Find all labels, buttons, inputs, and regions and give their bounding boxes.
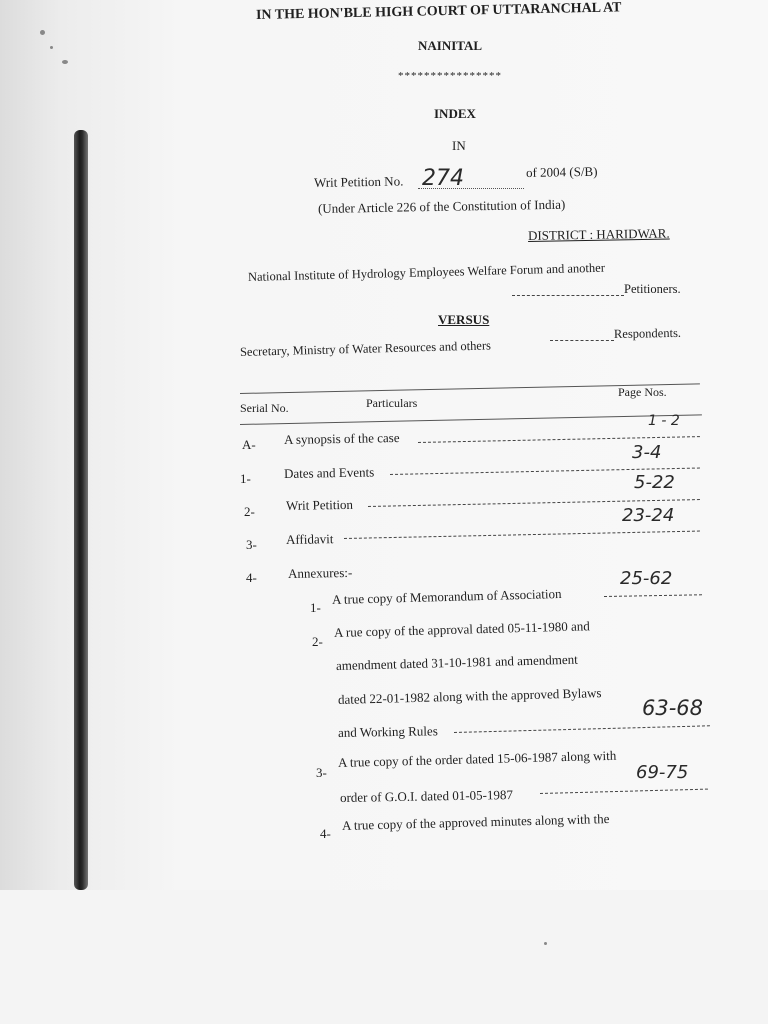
annexure-3-line-2: order of G.O.I. dated 01-05-1987 xyxy=(339,786,514,805)
annexure-1-text: A true copy of Memorandum of Association xyxy=(331,585,562,607)
petition-suffix: of 2004 (S/B) xyxy=(525,163,598,180)
annexure-1-leader xyxy=(604,594,702,597)
index-in: IN xyxy=(452,138,466,153)
row-4-particulars: Annexures:- xyxy=(287,564,353,581)
row-1-particulars: Dates and Events xyxy=(283,464,375,481)
respondent-dash xyxy=(550,340,614,341)
header-particulars: Particulars xyxy=(366,396,418,410)
annexure-2-line-4: and Working Rules xyxy=(337,723,438,740)
row-1-pages: 3-4 xyxy=(632,442,662,463)
annexure-2-line-2: amendment dated 31-10-1981 and amendment xyxy=(335,651,578,673)
respondent-role: Respondents. xyxy=(613,325,682,341)
annexure-3-pages: 69-75 xyxy=(636,762,689,783)
annexure-4-number: 4- xyxy=(320,826,331,841)
row-2-pages: 5-22 xyxy=(634,472,675,493)
binding-margin-line xyxy=(74,130,88,890)
annexure-3-line-1: A true copy of the order dated 15-06-1987 along with xyxy=(337,747,617,770)
table-header-rule xyxy=(240,414,702,425)
row-a-pages: 1 - 2 xyxy=(648,413,680,429)
annexure-3-leader xyxy=(540,789,708,794)
annexure-2-line-1: A rue copy of the approval dated 05-11-1980 and xyxy=(333,618,590,640)
annexure-4-line-1: A true copy of the approved minutes along with the xyxy=(341,810,610,833)
annexure-2-line-3: dated 22-01-1982 along with the approved Bylaws xyxy=(337,685,602,707)
scan-speck xyxy=(544,942,547,945)
annexure-1-pages: 25-62 xyxy=(620,568,673,589)
row-2-particulars: Writ Petition xyxy=(285,496,354,513)
petition-prefix: Writ Petition No. xyxy=(313,173,404,190)
petition-number: 274 xyxy=(422,166,464,191)
petitioner-role: Petitioners. xyxy=(624,282,681,296)
row-a-particulars: A synopsis of the case xyxy=(283,429,400,447)
index-title: INDEX xyxy=(434,106,476,121)
scan-speck xyxy=(50,46,53,49)
row-2-serial: 2- xyxy=(244,504,255,519)
petitioner-name: National Institute of Hydrology Employees Welfare Forum and another xyxy=(247,260,606,284)
row-1-serial: 1- xyxy=(240,471,251,486)
annexure-1-number: 1- xyxy=(310,600,321,615)
row-3-leader xyxy=(344,531,700,539)
row-4-serial: 4- xyxy=(246,570,257,585)
article-reference: (Under Article 226 of the Constitution of India) xyxy=(317,196,566,216)
row-3-serial: 3- xyxy=(246,537,257,552)
header-pages: Page Nos. xyxy=(618,385,667,399)
annexure-2-number: 2- xyxy=(312,634,323,649)
annexure-2-pages: 63-68 xyxy=(642,696,704,720)
respondent-name: Secretary, Ministry of Water Resources and others xyxy=(239,338,492,359)
annexure-3-number: 3- xyxy=(316,765,327,780)
scan-speck xyxy=(62,60,68,64)
scan-background xyxy=(0,890,768,1024)
row-3-pages: 23-24 xyxy=(622,505,675,526)
court-title: IN THE HON'BLE HIGH COURT OF UTTARANCHAL AT xyxy=(255,0,622,23)
separator-stars: **************** xyxy=(398,70,502,82)
row-3-particulars: Affidavit xyxy=(285,531,334,547)
annexure-2-leader xyxy=(454,725,710,733)
court-place: NAINITAL xyxy=(418,38,483,53)
district-label: DISTRICT : HARIDWAR. xyxy=(527,225,670,243)
petition-number-line xyxy=(418,188,524,189)
row-a-serial: A- xyxy=(242,437,256,452)
scan-speck xyxy=(40,30,45,35)
versus-label: VERSUS xyxy=(438,312,490,327)
petitioner-dash xyxy=(512,295,624,296)
header-serial: Serial No. xyxy=(240,401,289,415)
